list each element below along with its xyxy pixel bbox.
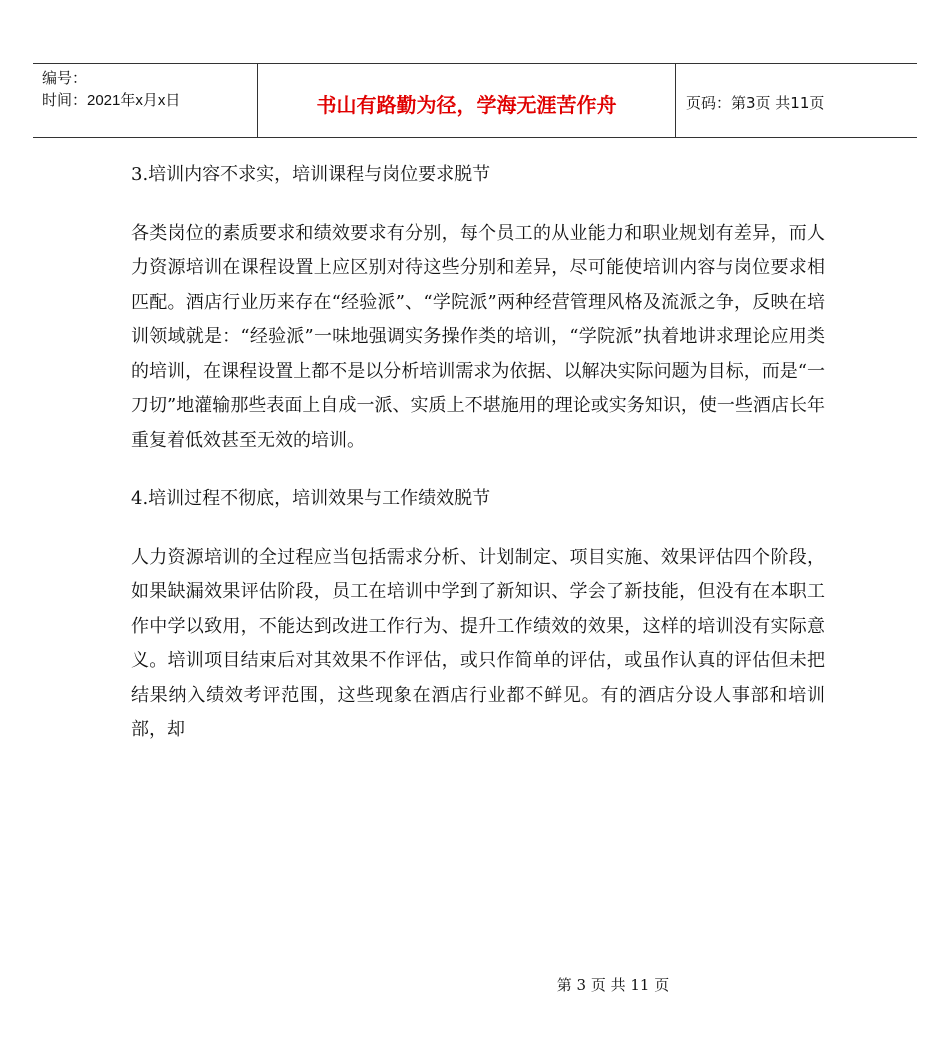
section-heading-3: 3.培训内容不求实，培训课程与岗位要求脱节 (131, 164, 491, 185)
page-header (33, 63, 917, 138)
header-motto: 书山有路勤为径，学海无涯苦作舟 (258, 64, 676, 137)
document-body (131, 158, 825, 772)
header-meta (33, 64, 258, 137)
header-page-info: 页码：第3页 共11页 (686, 94, 825, 112)
date-line: 时间：2021年x月x日 (42, 92, 181, 109)
doc-number-label: 编号： (42, 70, 88, 87)
section-heading-4: 4.培训过程不彻底，培训效果与工作绩效脱节 (131, 488, 491, 509)
paragraph-1: 各类岗位的素质要求和绩效要求有分别，每个员工的从业能力和职业规划有差异，而人力资源培训在课程设置上应区别对待这些分别和差异，尽可能使培训内容与岗位要求相匹配。酒店行业历来存在“经验派”、“学院派”两种经营管理风格及流派之争，反映在培训领域就是：“经验派”一味地强调实务操作类的培训，“学院派”执着地讲求理论应用类的培训，在课程设置上都不是以分析培训需求为依据、以解决实际问题为目标，而是“一刀切”地灌输那些表面上自成一派、实质上不堪施用的理论或实务知识，使一些酒店长年重复着低效甚至无效的培训。 (131, 222, 825, 451)
page-footer (0, 974, 950, 995)
paragraph-2: 人力资源培训的全过程应当包括需求分析、计划制定、项目实施、效果评估四个阶段，如果缺漏效果评估阶段，员工在培训中学到了新知识、学会了新技能，但没有在本职工作中学以致用，不能达到改进工作行为、提升工作绩效的效果，这样的培训没有实际意义。培训项目结束后对其效果不作评估，或只作简单的评估，或虽作认真的评估但未把结果纳入绩效考评范围，这些现象在酒店行业都不鲜见。有的酒店分设人事部和培训部，却 (131, 546, 825, 740)
footer-page-number: 第 3 页 共 11 页 (556, 976, 670, 994)
